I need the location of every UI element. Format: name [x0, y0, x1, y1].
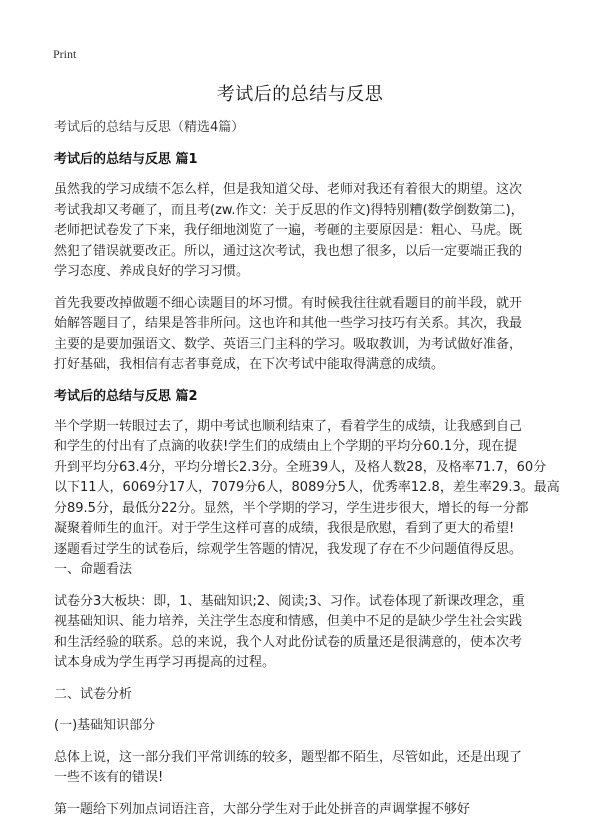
text-line: 凝聚着师生的血汗。对于学生这样可喜的成绩，我很是欣慰，看到了更大的希望! [54, 521, 515, 536]
text-line: 视基础知识、能力培养，关注学生态度和情感，但美中不足的是缺少学生社会实践 [54, 614, 523, 629]
text-line: 和学生的付出有了点滴的收获!学生们的成绩由上个学期的平均分60.1分，现在提 [54, 439, 518, 454]
page-title: 考试后的总结与反思 [216, 84, 384, 105]
subsection-heading: (一)基础知识部分 [54, 718, 156, 733]
text-line: 以下11人，6069分17人，7079分6人，8089分5人，优秀率12.8，差生率29.3。最高 [54, 480, 560, 495]
text-line: 半个学期一转眼过去了，期中考试也顺利结束了，看着学生的成绩，让我感到自己 [54, 418, 523, 434]
subsection-heading: 一、命题看法 [54, 562, 133, 577]
paragraph [54, 592, 554, 674]
text-line: 学习态度、养成良好的学习习惯。 [54, 264, 250, 279]
text-line: 试本身成为学生再学习再提高的过程。 [54, 655, 276, 670]
paragraph [54, 748, 554, 789]
paragraph [54, 800, 554, 821]
text-line: 分89.5分，最低分22分。显然，半个学期的学习，学生进步很大，增长的每一分都 [54, 500, 529, 516]
text-line: 考试我却又考砸了，而且考(zw.作文：关于反思的作文)得特别糟(数学倒数第二)， [54, 202, 524, 218]
document-body [54, 118, 560, 831]
paragraph [54, 180, 554, 283]
text-line: 始解答题目了，结果是答非所问。这也许和其他一些学习技巧有关系。其次，我最 [54, 316, 523, 331]
text-line: 然犯了错误就要改正。所以，通过这次考试，我也想了很多，以后一定要端正我的 [54, 243, 523, 259]
text-line: 一些不该有的错误! [54, 770, 164, 785]
paragraph [54, 294, 554, 376]
text-line: 试卷分3大板块：即，1、基础知识;2、阅读;3、习作。试卷体现了新课改理念，重 [54, 593, 525, 609]
text-line: 第一题给下列加点词语注音，大部分学生对于此处拼音的声调掌握不够好 [54, 801, 471, 817]
text-line: 老师把试卷发了下来，我仔细地浏览了一遍，考砸的主要原因是：粗心、马虎。既 [54, 223, 523, 238]
text-line: 升到平均分63.4分，平均分增长2.3分。全班39人，及格人数28，及格率71.7，60分 [54, 459, 547, 475]
print-label[interactable]: Print [53, 47, 77, 61]
text-line: 打好基础，我相信有志者事竟成，在下次考试中能取得满意的成绩。 [54, 357, 445, 372]
text-line: 虽然我的学习成绩不怎么样，但是我知道父母、老师对我还有着很大的期望。这次 [54, 182, 523, 197]
section-heading-2: 考试后的总结与反思 篇2 [54, 388, 198, 404]
text-line: 逐题看过学生的试卷后，综观学生答题的情况，我发现了存在不少问题值得反思。 [54, 541, 523, 557]
text-line: 主要的是要加强语文、数学、英语三门主科的学习。吸取教训，为考试做好准备， [54, 336, 523, 352]
subsection-heading: 二、试卷分析 [54, 686, 133, 702]
document-subtitle: 考试后的总结与反思（精选4篇） [54, 120, 245, 135]
text-line: 总体上说，这一部分我们平常训练的较多，题型都不陌生，尽管如此，还是出现了 [54, 749, 523, 765]
text-line: 首先我要改掉做题不细心读题目的坏习惯。有时候我往往就看题目的前半段，就开 [54, 295, 523, 311]
paragraph [54, 417, 560, 581]
text-line: 和生活经验的联系。总的来说，我个人对此份试卷的质量还是很满意的，使本次考 [54, 634, 523, 650]
section-heading-1: 考试后的总结与反思 篇1 [54, 152, 198, 167]
